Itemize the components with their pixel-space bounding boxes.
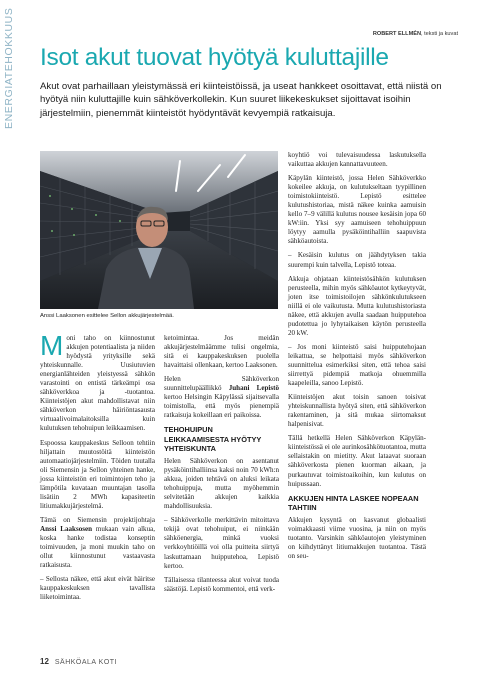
section-label: ENERGIATEHOKKUUS [3,8,15,130]
paragraph: Akkujen kysyntä on kasvanut globaalisti voimakkaasti viime vuosina, ja niin on myös tuotanto. Varsinkin sähköautojen yleistyminen on kiihdyttänyt litiumakkujen tuotantoa. Tästä on seu- [288,516,426,561]
battery-room-photo [40,151,278,309]
byline [373,31,458,37]
magazine-name: SÄHKÖALA KOTI [54,659,117,666]
byline-credit: , teksti ja kuvat [421,31,458,37]
lead-paragraph: Akut ovat parhaillaan yleistymässä eri kiinteistöissä, ja useat hankkeet osoittavat, että niistä on hyötyä niin kuluttajille kuin sähköverkollekin. Kun suuret liikekeskukset sijoittavat isoihin järjestelmiin, pienemmät kiinteistöt hyödyntävät kevyempiä ratkaisuja. [40,81,442,119]
paragraph: Käpylän kiinteistö, jossa Helen Sähköverkko kokeilee akkuja, on kulutukseltaan tyypillinen toimistokiinteistö. Lepistö esittelee kulutushistoriaa, mistä näkee kuinka aamuisin kello 7–9 välillä kulutus nousee kesäisin jopa 60 kW:iin. Yksi syy aamuiseen tehohuippuun löytyy aamulla pysäköintihalliin saapuvista sähköautoista. [288,174,426,246]
paragraph: Tällaisessa tilanteessa akut voivat tuoda säästöjä. Lepistö kommentoi, että verk- [164,575,279,593]
drop-cap: M [40,330,64,361]
headline: Isot akut tuovat hyötyä kuluttajille [40,44,389,71]
article-column-2 [164,334,279,599]
paragraph: koyhtiö voi tulevaisuudessa laskutuksella vaikuttaa akkujen kannattavuuteen. [288,151,426,169]
paragraph-text: Helen Sähköverkon suunnittelupäällikkö [164,375,279,393]
subheading: TEHOHUIPUN LEIKKAAMISESTA HYÖTYY YHTEISKUNTA [164,425,262,453]
paragraph: Akkuja ohjataan kiinteistösähkön kulutuksen perusteella, mihin myös sähköautot kytkeytyvät, joten itse toimistoilojen sähkönkulutukseen niillä ei ole vaikutusta. Mutta kulutushistoriasta näkee, että akkujen avulla saadaan huipputehoa pudotettua jo lyhytaikaisen käytön perusteella 20 kW. [288,274,426,337]
paragraph-text: kertoo Helsingin Käpylässä sijaitsevalla toimistolla, että myös pienempiä ratkaisuja kokeillaan eri paikoissa. [164,393,279,420]
paragraph-text: mukaan vain alkua, koska hanke todistaa konseptin toimivuuden, ja moni muukin taho on ollut kiinnostunut vastaavasta ratkaisusta. [40,524,155,570]
article-column-1 [40,330,155,607]
person-name: Juhani Lepistö [228,384,279,393]
paragraph: Tällä hetkellä Helen Sähköverkon Käpylän-kiinteistössä ei ole aurinkosähkötuotantoa, mutta sellaistakin on mietitty. Akut lataavat suoraan sähköverkosta pienen kuorman aikaan, ja purkautuvat toimistoaikoihin, kun kulutus on huipussaan. [288,434,426,488]
paragraph-text: oni taho on kiinnostunut akkujen potentiaalista ja niiden hyödystä yrityksille sekä yhteiskunnalle. Uusiutuvien energianlähteiden yleistyessä sähkön varastointi on entistä tärkeämpi osa sähköverkkoa ja -tuotantoa. Kiinteistöjen akut mahdollistavat niin sähköverkon häiriöntasausta virtuaalivoimalaitoksilla kuin kulutuksen tehohuipun leikkaamisen. [40,334,155,433]
paragraph: – Jos moni kiinteistö saisi huipputehojaan leikattua, se helpottaisi myös sähköverkon suunnittelua esimerkiksi siten, että tehoa saisi siirrettyä pidempiä matkoja ohuemmilla kaapeleilla, sanoo Lepistö. [288,342,426,388]
byline-author: ROBERT ELLMÉN [372,31,421,37]
paragraph: Kiinteistöjen akut toisin sanoen toisivat yhteiskunnallista hyötyä siten, että sähköverkon rakentaminen, ja sitä mukaa siirtomaksut halpenisivat. [288,393,426,429]
paragraph: – Kesäisin kulutus on jäähdytyksen takia suurempi kuin talvella, Lepistö toteaa. [288,251,426,269]
paragraph [40,516,155,570]
paragraph [164,375,279,420]
paragraph-text: Tämä on Siemensin projektijohtaja [40,515,155,524]
article-photo [40,151,278,309]
page-number: 12 [40,657,49,666]
paragraph: Espoossa kauppakeskus Selloon tehtiin hiljattain muutostöitä kiinteistön automaatiojärjestelmiin. Töiden tuutalla oli Siemensin ja Sellon yhteinen hanke, jossa kiinteistön eri toimintojen teho ja lämpötila kuvataan muuntajan tasolla lisätiin 2 MWh kapasiteetin litiumakkujärjestelmä. [40,438,155,510]
photo-caption: Anssi Laaksonen esittelee Sellon akkujärjestelmää. [40,313,174,319]
subheading: AKKUJEN HINTA LASKEE NOPEAAN TAHTIIN [288,493,419,512]
paragraph [40,330,155,434]
article-column-3 [288,151,426,566]
paragraph: Helen Sähköverkon on asentanut pysäköintihalliinsa kaksi noin 70 kWh:n akkua, joiden tehtävä on aluksi leikata tehohuippuja, mutta myöhemmin selvitetään akkujen kaikkia mahdollisuuksia. [164,457,279,511]
paragraph: ketoimintaa. Jos meidän akkujärjestelmäämme tulisi ongelmia, sitä ei kauppakeskuksen puolella havaittaisi ollenkaan, kertoo Laaksonen. [164,334,279,370]
paragraph: – Sähköverkolle merkittävin mitoittava tekijä ovat tehohuiput, ei niinkään sähköenergia, minkä vuoksi verkkoyhtiöillä voi olla puitteita siirtyä laskuttamaan huipputehoa, Lepistö kertoo. [164,516,279,570]
paragraph: – Sellosta näkee, että akut eivät häiritse kauppakeskuksen tavallista liiketoimintaa. [40,575,155,602]
page-footer [40,657,117,666]
person-name: Anssi Laaksosen [40,524,93,533]
